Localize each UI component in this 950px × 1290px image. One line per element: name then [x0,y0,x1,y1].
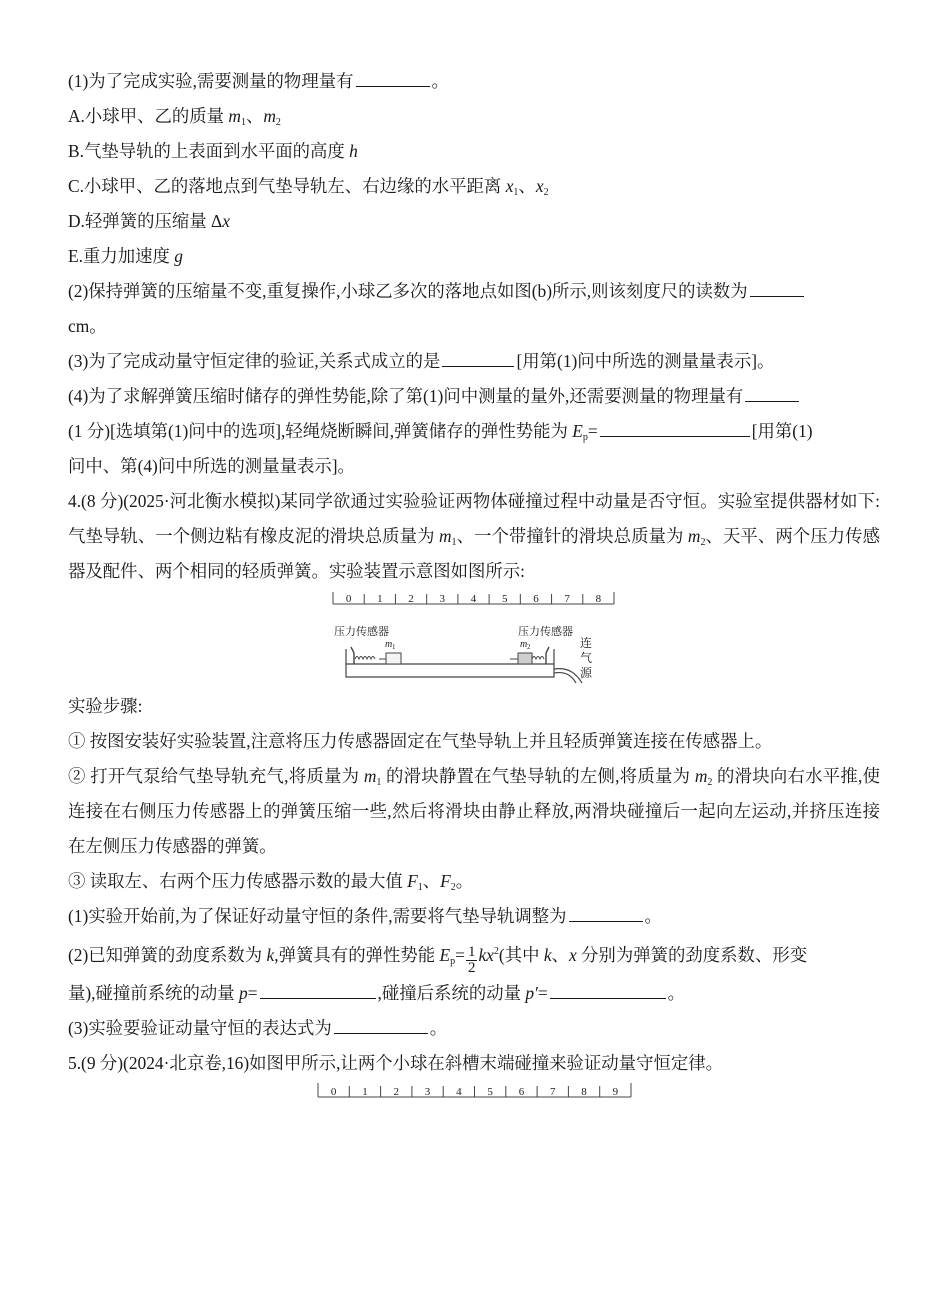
answer-blank[interactable] [750,280,804,297]
air-source-label-3: 源 [580,666,593,680]
ruler-tick-label: 3 [424,1086,431,1098]
answer-blank[interactable] [356,70,430,87]
air-track-figure [68,589,880,689]
q5-ruler-tick-labels [331,1086,619,1098]
q5-ruler-figure [68,1081,880,1121]
ruler-tick-label: 8 [581,1086,587,1098]
answer-blank[interactable] [600,420,750,437]
option-c: C.小球甲、乙的落地点到气垫导轨左、右边缘的水平距离 $x_1$、$x_2$ [68,176,549,198]
q3-part4: (4)为了求解弹簧压缩时储存的弹性势能,除了第(1)问中测量的量外,还需要测量的物理量有 [68,379,880,414]
left-sensor-label: 压力传感器 [334,625,389,638]
m2-label: m [520,639,528,650]
answer-blank[interactable] [334,1017,428,1034]
left-sensor [351,647,354,664]
q3-part1: (1)为了完成实验,需要测量的物理量有 。 [68,71,449,91]
q3-part4-cont: (1 分)[选填第(1)问中的选项],轻绳烧断瞬间,弹簧储存的弹性势能为 $E_p=$ [用第(1) [68,421,813,443]
q3-part4-cont2: 问中、第(4)问中所选的测量量表示]。 [68,456,355,476]
svg-text:1: 1 [392,643,396,651]
answer-blank[interactable] [745,385,799,402]
q4-part2-cont: 量),碰撞前系统的动量 p= ,碰撞后系统的动量 p′= 。 [68,983,686,1003]
ruler-tick-label: 4 [456,1086,462,1098]
ruler-tick-label: 2 [393,1086,399,1098]
ruler-tick-label: 5 [501,593,508,605]
option-b: B.气垫导轨的上表面到水平面的高度 h [68,141,358,161]
ruler-tick-label: 6 [533,593,539,605]
ruler-tick-label: 6 [518,1086,525,1098]
ruler-tick-label: 1 [362,1086,368,1098]
slider-m2 [518,653,532,664]
steps-title: 实验步骤: [68,696,143,716]
ruler-tick-labels [346,593,602,605]
q5-heading: 5.(9 分)(2024·北京卷,16)如图甲所示,让两个小球在斜槽末端碰撞来验证动量守恒定律。 [68,1053,724,1073]
m1-label: m [385,639,393,650]
option-e: E.重力加速度 g [68,246,183,266]
right-spring [532,657,544,660]
air-source-label-2: 气 [580,651,593,665]
step-3: ③ 读取左、右两个压力传感器示数的最大值 $F_1$、$F_2$。 [68,871,474,893]
ruler-tick-label: 1 [377,593,383,605]
answer-blank[interactable] [550,982,666,999]
svg-text:2: 2 [527,643,531,651]
q3-part2: (2)保持弹簧的压缩量不变,重复操作,小球乙多次的落地点如图(b)所示,则该刻度尺的读数为 [68,274,880,309]
q4-part2: (2)已知弹簧的劲度系数为 k,弹簧具有的弹性势能 $E_p=$ $\frac{1}{2}$ $kx^2$(其中 k、x 分别为弹簧的劲度系数、形变 [68,944,808,976]
step-2: ② 打开气泵给气垫导轨充气,将质量为 $m_1$ 的滑块静置在气垫导轨的左侧,将质量为 $m_2$ 的滑块向右水平推,使连接在右侧压力传感器上的弹簧压缩一些,然后将滑块由静止释放,两滑块碰撞后一起向左运动,并挤压连接在左侧压力传感器的弹簧。 [68,766,881,856]
answer-blank[interactable] [442,350,514,367]
q3-part2-cont: cm。 [68,316,107,336]
ruler-tick-label: 9 [612,1086,619,1098]
page-content [68,64,880,1121]
option-a: A.小球甲、乙的质量 $m_1$、$m_2$ [68,106,281,128]
q5-ruler [316,1081,636,1111]
q3-part3: (3)为了完成动量守恒定律的验证,关系式成立的是 [用第(1)问中所选的测量量表示]。 [68,351,775,371]
ruler-tick-label: 5 [487,1086,493,1098]
right-sensor [546,647,549,664]
ruler-tick-label: 2 [408,593,414,605]
fraction-one-half: $\frac{1}{2}$ [467,944,476,976]
air-track-diagram [332,589,632,685]
left-spring [355,657,375,660]
q4-part1: (1)实验开始前,为了保证好动量守恒的条件,需要将气垫导轨调整为 。 [68,906,662,926]
slider-m1 [386,653,401,664]
q4-heading: 4.(8 分)(2025·河北衡水模拟)某同学欲通过实验验证两物体碰撞过程中动量是否守恒。实验室提供器材如下:气垫导轨、一个侧边粘有橡皮泥的滑块总质量为 $m_1$、一个带撞针的滑块总质量为 $m_2$、天平、两个压力传感器及配件、两个相同的轻质弹簧。实验装置示意图如图所示: [68,491,880,581]
air-hose [554,669,582,683]
q4-part3: (3)实验要验证动量守恒的表达式为 。 [68,1018,448,1038]
answer-blank[interactable] [569,905,643,922]
ruler-tick-label: 7 [550,1086,556,1098]
ruler-tick-label: 8 [595,593,602,605]
air-source-label-1: 连 [580,636,593,650]
answer-blank[interactable] [260,982,376,999]
ruler-tick-label: 4 [470,593,477,605]
ruler-tick-label: 7 [564,593,570,605]
right-sensor-label: 压力传感器 [518,625,573,638]
ruler-tick-label: 0 [330,1086,337,1098]
ruler-tick-label: 0 [345,593,352,605]
ruler-tick-label: 3 [439,593,446,605]
step-1: ① 按图安装好实验装置,注意将压力传感器固定在气垫导轨上并且轻质弹簧连接在传感器上。 [68,731,773,751]
option-d: D.轻弹簧的压缩量 Δx [68,211,230,231]
